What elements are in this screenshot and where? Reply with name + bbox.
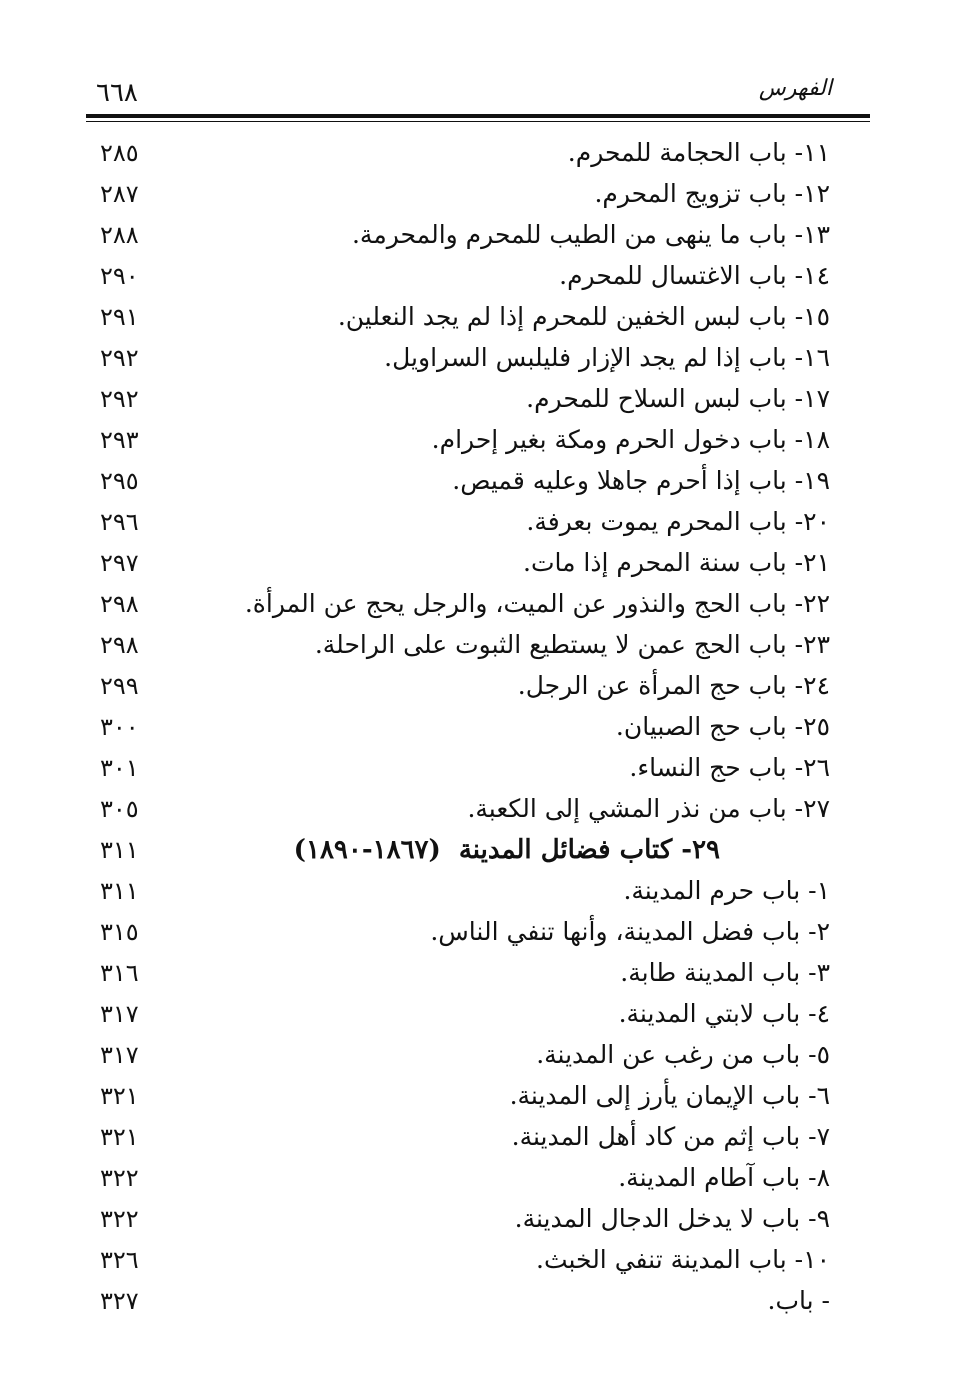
entry-page: ٣٠١	[100, 754, 139, 782]
entry-title: ١٦- باب إذا لم يجد الإزار فليلبس السراويل.	[384, 343, 830, 372]
index-entry	[86, 625, 870, 665]
entry-page: ٢٨٥	[100, 139, 139, 167]
entry-page: ٢٨٧	[100, 180, 139, 208]
header-rule-thin	[86, 121, 870, 122]
index-entry	[86, 174, 870, 214]
entry-title: ٦- باب الإيمان يأرز إلى المدينة.	[509, 1081, 830, 1110]
entry-page: ٣١٧	[100, 1000, 139, 1028]
index-entry	[86, 953, 870, 993]
entry-page: ٢٩٢	[100, 344, 139, 372]
entry-page: ٢٩١	[100, 303, 139, 331]
entry-title: ٢٧- باب من نذر المشي إلى الكعبة.	[467, 794, 830, 823]
entry-page: ٢٩٢	[100, 385, 139, 413]
entry-page: ٣٠٠	[100, 713, 139, 741]
entry-title: ٢١- باب سنة المحرم إذا مات.	[523, 548, 830, 577]
entry-page: ٣١١	[100, 877, 139, 905]
entry-title: ٧- باب إثم من كاد أهل المدينة.	[511, 1122, 830, 1151]
entry-title: ١١- باب الحجامة للمحرم.	[567, 138, 830, 167]
entry-title: ١٢- باب تزويج المحرم.	[594, 179, 830, 208]
entry-title: ٢٦- باب حج النساء.	[629, 753, 830, 782]
index-entry	[86, 1158, 870, 1198]
entry-title: ٨- باب آطام المدينة.	[618, 1163, 830, 1192]
index-entry	[86, 666, 870, 706]
entry-title: ١٧- باب لبس السلاح للمحرم.	[526, 384, 830, 413]
index-entry	[86, 1117, 870, 1157]
index-entry	[86, 297, 870, 337]
index-entry	[86, 1076, 870, 1116]
index-entry	[86, 256, 870, 296]
index-entry	[86, 789, 870, 829]
index-entry	[86, 461, 870, 501]
entry-title: ١- باب حرم المدينة.	[623, 876, 830, 905]
index-entry	[86, 543, 870, 583]
entry-page: ٢٩٨	[100, 590, 139, 618]
index-entry	[86, 994, 870, 1034]
index-entry	[86, 338, 870, 378]
entry-title: ٢٤- باب حج المرأة عن الرجل.	[517, 671, 830, 700]
entry-page: ٣١٥	[100, 918, 139, 946]
entry-title: ١٠- باب المدينة تنفي الخبث.	[536, 1245, 830, 1274]
entry-page: ٢٩٣	[100, 426, 139, 454]
index-entry	[86, 420, 870, 460]
running-header-title: الفهرس	[758, 76, 832, 101]
entry-page: ٢٩٩	[100, 672, 139, 700]
book-title: ٢٩- كتاب فضائل المدينة	[458, 835, 720, 865]
entry-page: ٢٩٧	[100, 549, 139, 577]
entry-page: ٣٢٦	[100, 1246, 139, 1274]
index-entry	[86, 215, 870, 255]
entry-page: ٢٨٨	[100, 221, 139, 249]
index-entry	[86, 133, 870, 173]
entry-title: ٤- باب لابتي المدينة.	[618, 999, 830, 1028]
index-entry	[86, 748, 870, 788]
index-entry	[86, 1199, 870, 1239]
index-entry	[86, 1035, 870, 1075]
entry-title: ٢٣- باب الحج عمن لا يستطيع الثبوت على الراحلة.	[314, 630, 830, 659]
entry-page: ٣١٦	[100, 959, 139, 987]
book-title-line	[294, 830, 720, 870]
book-page: ٣١١	[100, 836, 139, 864]
index-entry	[86, 707, 870, 747]
entry-page: ٣٢١	[100, 1082, 139, 1110]
index-entry	[86, 1240, 870, 1280]
page-number: ٦٦٨	[96, 78, 138, 108]
entry-title: ٢- باب فضل المدينة، وأنها تنفي الناس.	[430, 917, 830, 946]
entry-page: ٣٠٥	[100, 795, 139, 823]
entry-title: ٢٠- باب المحرم يموت بعرفة.	[526, 507, 830, 536]
entry-title: ٣- باب المدينة طابة.	[620, 958, 830, 987]
book-heading	[86, 830, 870, 870]
entry-title: - باب.	[767, 1286, 830, 1315]
entry-page: ٢٩٥	[100, 467, 139, 495]
entry-page: ٢٩٦	[100, 508, 139, 536]
entry-title: ١٩- باب إذا أحرم جاهلا وعليه قميص.	[452, 466, 830, 495]
entry-page: ٣٢٢	[100, 1164, 139, 1192]
book-hadith-range: (١٨٦٧-١٨٩٠)	[293, 835, 441, 865]
entry-title: ٢٥- باب حج الصبيان.	[615, 712, 830, 741]
index-entry	[86, 871, 870, 911]
entry-title: ١٤- باب الاغتسال للمحرم.	[559, 261, 830, 290]
index-entry	[86, 502, 870, 542]
entry-page: ٢٩٨	[100, 631, 139, 659]
header-rule-thick	[86, 114, 870, 118]
entry-title: ٢٢- باب الحج والنذور عن الميت، والرجل يحج عن المرأة.	[244, 589, 830, 618]
entry-title: ١٥- باب لبس الخفين للمحرم إذا لم يجد النعلين.	[337, 302, 830, 331]
index-entry	[86, 912, 870, 952]
entry-page: ٣٢١	[100, 1123, 139, 1151]
entry-page: ٣١٧	[100, 1041, 139, 1069]
entry-page: ٢٩٠	[100, 262, 139, 290]
entry-title: ٩- باب لا يدخل الدجال المدينة.	[514, 1204, 830, 1233]
entry-title: ١٨- باب دخول الحرم ومكة بغير إحرام.	[431, 425, 830, 454]
entry-page: ٣٢٢	[100, 1205, 139, 1233]
index-entry	[86, 584, 870, 624]
entry-page: ٣٢٧	[100, 1287, 139, 1315]
entry-title: ٥- باب من رغب عن المدينة.	[536, 1040, 830, 1069]
entry-title: ١٣- باب ما ينهى من الطيب للمحرم والمحرمة.	[351, 220, 830, 249]
index-entry	[86, 1281, 870, 1321]
index-entry	[86, 379, 870, 419]
